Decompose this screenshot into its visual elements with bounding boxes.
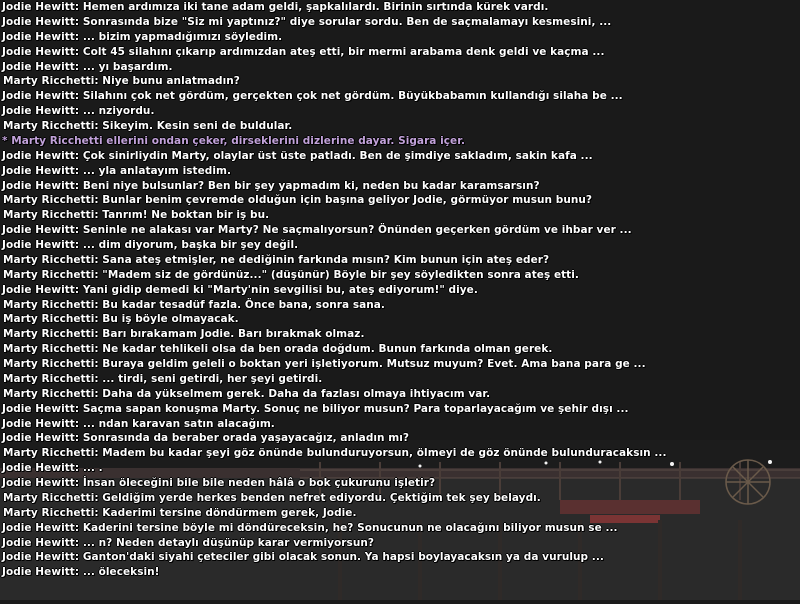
chat-message-line: Jodie Hewitt: Kaderini tersine böyle mi döndüreceksin, he? Sonucunun ne olacağını biliyor musun se ... [2,521,618,534]
chat-message-line: Jodie Hewitt: Hemen ardımıza iki tane adam geldi, şapkalılardı. Birinin sırtında kürek vardı. [2,1,549,13]
chat-message-line: Marty Ricchetti: Sana ateş etmişler, ne dediğinin farkında mısın? Kim bunun için ateş eder? [3,253,550,266]
chat-message-line: Marty Ricchetti: Bu kadar tesadüf fazla. Önce bana, sonra sana. [3,298,385,311]
chat-message-line: Jodie Hewitt: Beni niye bulsunlar? Ben bir şey yapmadım ki, neden bu kadar karamsarsın? [2,179,540,192]
chat-message-line: Marty Ricchetti: ... tirdi, seni getirdi, her şeyi getirdi. [3,372,323,385]
chat-message-line: Marty Ricchetti: Tanrım! Ne boktan bir iş bu. [3,209,270,222]
chat-message-line: Jodie Hewitt: ... yı başardım. [2,60,173,73]
chat-message-line: Jodie Hewitt: ... dim diyorum, başka bir şey değil. [2,239,299,251]
chat-message-line: Jodie Hewitt: Yani gidip demedi ki "Marty'nin sevgilisi bu, ateş ediyorum!" diye. [2,283,478,296]
chat-message-line: Jodie Hewitt: Saçma sapan konuşma Marty. Sonuç ne biliyor musun? Para toparlayacağım ve şehir dışı ... [2,402,629,415]
chat-message-line: Marty Ricchetti: Ne kadar tehlikeli olsa da ben orada doğdum. Bunun farkında olman gerek. [3,343,553,356]
chat-message-line: Marty Ricchetti: Madem bu kadar şeyi göz önünde bulunduruyorsun, ölmeyi de göz önünde bulunduracaksın ... [3,447,667,460]
chat-message-line: Marty Ricchetti: Bunlar benim çevremde olduğun için başına geliyor Jodie, görmüyor musun bunu? [3,194,593,207]
chat-action-line: * Marty Ricchetti ellerini ondan çeker, dirseklerini dizlerine dayar. Sigara içer. [2,134,465,147]
chat-message-line: Jodie Hewitt: Silahını çok net gördüm, gerçekten çok net gördüm. Büyükbabamın kullandığı silaha be ... [2,90,623,103]
chat-message-line: Jodie Hewitt: Ganton'daki siyahi çeteciler gibi olacak sonun. Ya hapsi boylayacaksın ya da vurulup ... [2,551,604,564]
chat-message-line: Jodie Hewitt: ... ndan karavan satın alacağım. [2,417,275,430]
chat-message-line: Marty Ricchetti: "Madem siz de gördünüz..." (düşünür) Böyle bir şey söyledikten sonra ateş etti. [3,268,579,281]
chat-message-line: Jodie Hewitt: ... bizim yapmadığımızı söyledim. [2,30,283,43]
chat-message-line: Marty Ricchetti: Sikeyim. Kesin seni de buldular. [3,120,293,132]
chat-message-line: Jodie Hewitt: ... . [2,462,103,475]
chat-message-line: Marty Ricchetti: Barı bırakamam Jodie. Barı bırakmak olmaz. [3,328,365,341]
chat-message-line: Jodie Hewitt: Sonrasında da beraber orada yaşayacağız, anladın mı? [2,432,410,445]
chat-message-line: Marty Ricchetti: Geldiğim yerde herkes benden nefret ediyordu. Çektiğim tek şey belaydı. [3,491,541,504]
chat-message-line: Jodie Hewitt: Colt 45 silahını çıkarıp ardımızdan ateş etti, bir mermi arabama denk geldi ve kaçma ... [2,45,605,58]
chat-message-line: Jodie Hewitt: ... nziyordu. [2,105,155,118]
chat-message-line: Jodie Hewitt: Sonrasında bize "Siz mi yaptınız?" diye sorular sordu. Ben de saçmalamayı kesmesini, ... [2,15,612,28]
chat-message-line: Marty Ricchetti: Bu iş böyle olmayacak. [3,313,239,326]
chat-message-line: Jodie Hewitt: Çok sinirliydin Marty, olaylar üst üste patladı. Ben de şimdiye sakladım, sakin kafa ... [2,149,593,162]
chat-message-line: Marty Ricchetti: Kaderimi tersine döndürmem gerek, Jodie. [3,506,357,519]
chat-message-line: Jodie Hewitt: İnsan öleceğini bile bile neden hâlâ o bok çukurunu işletir? [2,477,436,489]
chat-message-line: Jodie Hewitt: ... n? Neden detaylı düşünüp karar vermiyorsun? [2,536,375,549]
chat-message-line: Marty Ricchetti: Daha da yükselmem gerek. Daha da fazlası olmaya ihtiyacım var. [3,387,491,400]
chat-message-line: Jodie Hewitt: Seninle ne alakası var Marty? Ne saçmalıyorsun? Önünden geçerken gördüm ve ihbar ver ... [2,224,632,237]
chat-message-line: Jodie Hewitt: ... öleceksin! [2,566,160,579]
chat-message-line: Jodie Hewitt: ... yla anlatayım istedim. [2,164,232,177]
chat-message-line: Marty Ricchetti: Niye bunu anlatmadın? [3,75,240,88]
chat-message-line: Marty Ricchetti: Buraya geldim geleli o boktan yeri işletiyorum. Mutsuz muyum? Evet. Ama bana para ge ... [3,358,646,370]
